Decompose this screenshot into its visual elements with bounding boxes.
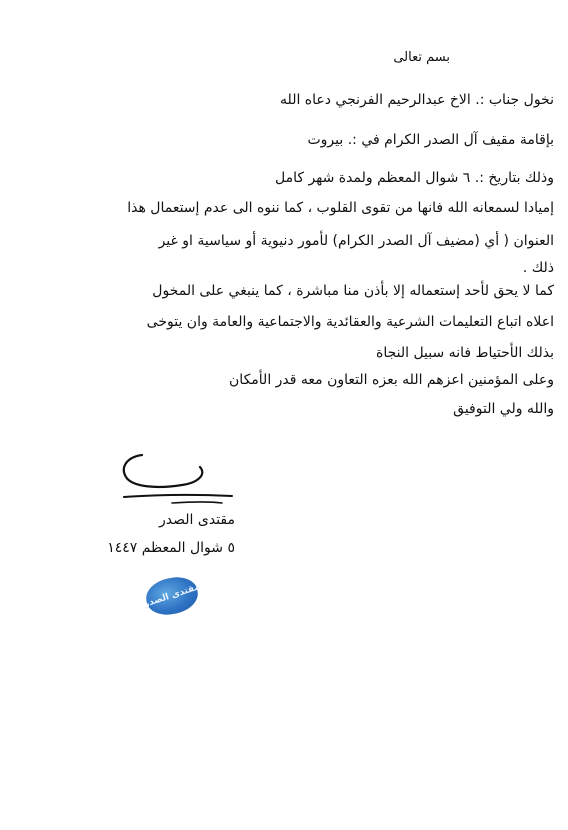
letter-line-1: نخول جناب :. الاخ عبدالرحيم الفرنجي دعاه الله xyxy=(280,92,554,108)
stamp-lettering: مقتدى الصدر xyxy=(142,582,202,610)
signature-name: مقتدى الصدر xyxy=(159,512,235,528)
letter-line-6: ذلك . xyxy=(522,260,554,276)
blue-seal-stamp xyxy=(143,574,200,618)
letter-line-10: وعلى المؤمنين اعزهم الله بعزه التعاون معه قدر الأمكان xyxy=(229,372,554,388)
letter-line-11: والله ولي التوفيق xyxy=(453,401,554,417)
letter-line-8: اعلاه اتباع التعليمات الشرعية والعقائدية والاجتماعية والعامة وان يتوخى xyxy=(146,314,554,330)
letter-line-4: إميادا لسمعانه الله فانها من تقوى القلوب ، كما ننوه الى عدم إستعمال هذا xyxy=(127,200,554,216)
letter-line-2: بإقامة مقيف آل الصدر الكرام في :. بيروت xyxy=(307,132,554,148)
letter-line-5: العنوان ( أي (مضيف آل الصدر الكرام) لأمور دنيوية أو سياسية او غير xyxy=(158,233,554,249)
signature-scribble xyxy=(112,445,252,510)
signature-date: ٥ شوال المعظم ١٤٤٧ xyxy=(107,540,235,556)
letter-line-7: كما لا يحق لأحد إستعماله إلا بأذن منا مباشرة ، كما ينبغي على المخول xyxy=(152,283,554,299)
letter-line-9: بذلك الأحتياط فانه سبيل النجاة xyxy=(375,345,554,361)
letter-line-3: وذلك بتاريخ :. ٦ شوال المعظم ولمدة شهر كامل xyxy=(274,170,554,186)
basmala-heading: بسم تعالى xyxy=(393,50,450,65)
